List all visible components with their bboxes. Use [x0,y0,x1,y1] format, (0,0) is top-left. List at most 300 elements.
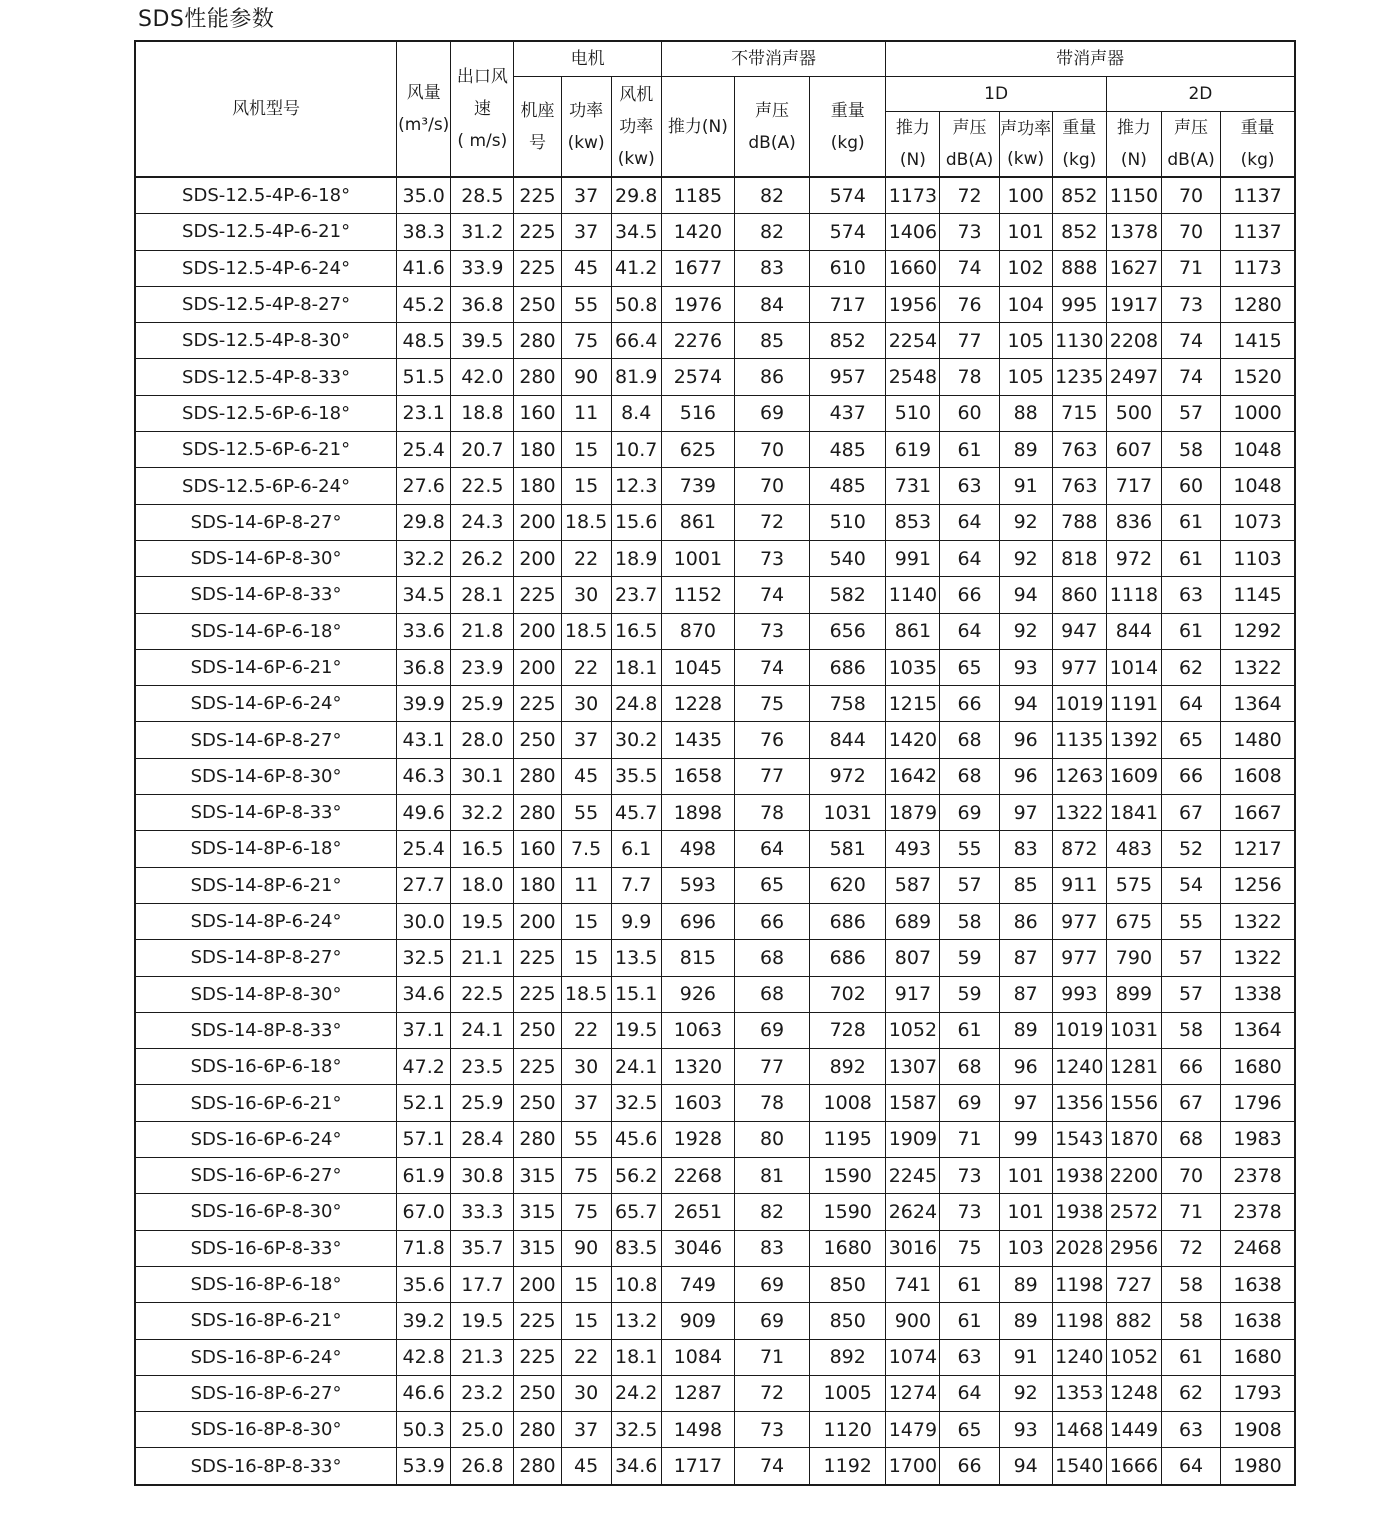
model-cell: SDS-14-8P-8-33° [135,1012,397,1048]
table-cell: 1019 [1052,686,1106,722]
table-cell: 54 [1161,867,1220,903]
header-no-silencer: 不带消声器 [661,41,886,77]
table-cell: 686 [810,649,886,685]
table-cell: 93 [999,649,1052,685]
table-cell: 35.0 [397,177,451,214]
table-cell: 1540 [1052,1448,1106,1485]
table-cell: 22.5 [451,468,514,504]
table-cell: 972 [1106,540,1161,576]
table-cell: 280 [514,1121,561,1157]
table-row [135,1121,1295,1157]
table-cell: 29.8 [397,504,451,540]
table-header [135,41,1295,177]
table-cell: 500 [1106,395,1161,431]
table-cell: 35.6 [397,1266,451,1302]
table-cell: 1938 [1052,1158,1106,1194]
header-2d-spl-unit: dB(A) [1167,150,1215,170]
table-cell: 1879 [886,795,940,831]
table-cell: 1338 [1221,976,1295,1012]
table-cell: 18.8 [451,395,514,431]
table-cell: 57 [940,867,999,903]
table-row [135,432,1295,468]
table-cell: 61 [940,1266,999,1302]
table-cell: 1415 [1221,323,1295,359]
table-cell: 1677 [661,250,734,286]
table-cell: 21.3 [451,1339,514,1375]
table-cell: 39.9 [397,686,451,722]
table-cell: 1052 [1106,1339,1161,1375]
header-1d-sound-power [999,112,1052,178]
table-cell: 34.6 [397,976,451,1012]
table-cell: 18.5 [561,613,611,649]
table-cell: 10.7 [611,432,661,468]
header-outlet-label: 出口风速 [456,67,508,119]
table-cell: 75 [561,323,611,359]
table-cell: 69 [734,1303,809,1339]
model-cell: SDS-12.5-6P-6-21° [135,432,397,468]
model-cell: SDS-14-8P-6-24° [135,903,397,939]
table-cell: 2624 [886,1194,940,1230]
table-cell: 57 [1161,940,1220,976]
table-cell: 315 [514,1194,561,1230]
table-cell: 45.7 [611,795,661,831]
table-cell: 1406 [886,214,940,250]
table-cell: 581 [810,831,886,867]
table-cell: 30 [561,577,611,613]
model-cell: SDS-16-6P-6-24° [135,1121,397,1157]
table-cell: 1031 [1106,1012,1161,1048]
table-cell: 92 [999,1375,1052,1411]
table-row [135,540,1295,576]
table-cell: 1215 [886,686,940,722]
table-cell: 3046 [661,1230,734,1266]
table-cell: 23.7 [611,577,661,613]
table-cell: 87 [999,976,1052,1012]
header-motor: 电机 [514,41,661,77]
header-spl [734,77,809,178]
table-cell: 1680 [810,1230,886,1266]
table-cell: 73 [940,1158,999,1194]
table-cell: 97 [999,795,1052,831]
table-cell: 32.2 [451,795,514,831]
header-flow-unit: (m³/s) [398,115,450,135]
table-cell: 88 [999,395,1052,431]
table-cell: 36.8 [451,286,514,322]
model-cell: SDS-16-6P-6-21° [135,1085,397,1121]
table-cell: 45.6 [611,1121,661,1157]
header-1d-spl-unit: dB(A) [945,150,994,170]
table-cell: 78 [734,795,809,831]
table-cell: 101 [999,1194,1052,1230]
table-row [135,177,1295,214]
table-cell: 101 [999,1158,1052,1194]
table-cell: 65 [940,1412,999,1448]
table-cell: 1364 [1221,686,1295,722]
table-cell: 101 [999,214,1052,250]
table-cell: 749 [661,1266,734,1302]
table-cell: 26.8 [451,1448,514,1485]
table-cell: 37 [561,1412,611,1448]
table-cell: 92 [999,613,1052,649]
table-cell: 21.8 [451,613,514,649]
table-cell: 94 [999,1448,1052,1485]
table-cell: 69 [940,795,999,831]
table-cell: 59 [940,976,999,1012]
table-cell: 1680 [1221,1339,1295,1375]
table-cell: 18.0 [451,867,514,903]
table-cell: 1520 [1221,359,1295,395]
table-cell: 23.2 [451,1375,514,1411]
model-cell: SDS-14-8P-8-27° [135,940,397,976]
table-cell: 788 [1052,504,1106,540]
table-cell: 61 [1161,540,1220,576]
table-row [135,976,1295,1012]
table-cell: 2497 [1106,359,1161,395]
table-cell: 99 [999,1121,1052,1157]
table-cell: 35.7 [451,1230,514,1266]
table-cell: 892 [810,1049,886,1085]
table-cell: 1556 [1106,1085,1161,1121]
table-cell: 72 [1161,1230,1220,1266]
table-cell: 75 [734,686,809,722]
table-cell: 75 [561,1158,611,1194]
table-cell: 18.1 [611,1339,661,1375]
table-cell: 73 [940,214,999,250]
table-cell: 280 [514,1412,561,1448]
table-row [135,1194,1295,1230]
table-cell: 65 [734,867,809,903]
table-cell: 68 [940,1049,999,1085]
table-cell: 607 [1106,432,1161,468]
table-cell: 64 [734,831,809,867]
table-cell: 18.5 [561,504,611,540]
table-cell: 1435 [661,722,734,758]
table-cell: 34.5 [397,577,451,613]
table-cell: 1173 [1221,250,1295,286]
table-cell: 85 [999,867,1052,903]
table-cell: 15.1 [611,976,661,1012]
table-cell: 899 [1106,976,1161,1012]
table-row [135,940,1295,976]
table-cell: 11 [561,395,611,431]
table-cell: 61.9 [397,1158,451,1194]
table-cell: 26.2 [451,540,514,576]
table-cell: 55 [561,795,611,831]
model-cell: SDS-12.5-4P-8-30° [135,323,397,359]
table-cell: 1608 [1221,758,1295,794]
table-cell: 675 [1106,903,1161,939]
table-cell: 250 [514,722,561,758]
table-cell: 71 [940,1121,999,1157]
table-cell: 815 [661,940,734,976]
table-cell: 200 [514,540,561,576]
table-cell: 1322 [1221,940,1295,976]
table-cell: 30.8 [451,1158,514,1194]
model-cell: SDS-14-6P-6-18° [135,613,397,649]
table-cell: 80 [734,1121,809,1157]
table-cell: 1150 [1106,177,1161,214]
table-cell: 89 [999,1266,1052,1302]
table-cell: 852 [810,323,886,359]
table-cell: 104 [999,286,1052,322]
table-cell: 1001 [661,540,734,576]
table-cell: 67 [1161,795,1220,831]
table-cell: 947 [1052,613,1106,649]
table-cell: 49.6 [397,795,451,831]
header-1d-thrust [886,112,940,178]
table-cell: 45 [561,758,611,794]
table-cell: 1048 [1221,468,1295,504]
table-cell: 64 [940,504,999,540]
table-cell: 32.5 [397,940,451,976]
table-row [135,1303,1295,1339]
table-row [135,359,1295,395]
table-row [135,1012,1295,1048]
table-cell: 2572 [1106,1194,1161,1230]
table-cell: 15 [561,903,611,939]
table-cell: 1908 [1221,1412,1295,1448]
table-cell: 2208 [1106,323,1161,359]
table-row [135,323,1295,359]
table-row [135,795,1295,831]
table-cell: 483 [1106,831,1161,867]
table-cell: 45.2 [397,286,451,322]
table-cell: 32.2 [397,540,451,576]
table-cell: 24.3 [451,504,514,540]
table-cell: 200 [514,649,561,685]
table-cell: 37 [561,722,611,758]
table-cell: 1378 [1106,214,1161,250]
table-cell: 1137 [1221,214,1295,250]
table-cell: 2268 [661,1158,734,1194]
table-cell: 19.5 [451,903,514,939]
table-row [135,831,1295,867]
table-cell: 510 [886,395,940,431]
table-cell: 625 [661,432,734,468]
table-cell: 30.2 [611,722,661,758]
table-cell: 250 [514,1375,561,1411]
table-cell: 870 [661,613,734,649]
table-cell: 74 [940,250,999,286]
table-row [135,1266,1295,1302]
table-row [135,1158,1295,1194]
table-cell: 686 [810,940,886,976]
table-cell: 1292 [1221,613,1295,649]
model-cell: SDS-14-8P-6-18° [135,831,397,867]
table-cell: 61 [1161,613,1220,649]
table-cell: 180 [514,468,561,504]
table-cell: 29.8 [611,177,661,214]
table-cell: 1287 [661,1375,734,1411]
table-cell: 593 [661,867,734,903]
table-cell: 861 [661,504,734,540]
table-cell: 21.1 [451,940,514,976]
table-cell: 70 [734,432,809,468]
table-row [135,395,1295,431]
table-cell: 225 [514,686,561,722]
table-cell: 1642 [886,758,940,794]
table-cell: 71 [1161,1194,1220,1230]
table-cell: 758 [810,686,886,722]
table-cell: 2378 [1221,1158,1295,1194]
table-cell: 872 [1052,831,1106,867]
table-cell: 1073 [1221,504,1295,540]
model-cell: SDS-16-8P-6-27° [135,1375,397,1411]
table-cell: 37 [561,177,611,214]
table-cell: 1717 [661,1448,734,1485]
table-cell: 739 [661,468,734,504]
model-cell: SDS-14-8P-6-21° [135,867,397,903]
table-cell: 1019 [1052,1012,1106,1048]
table-cell: 1976 [661,286,734,322]
table-cell: 180 [514,867,561,903]
table-cell: 67.0 [397,1194,451,1230]
table-cell: 1590 [810,1158,886,1194]
table-cell: 715 [1052,395,1106,431]
table-cell: 46.3 [397,758,451,794]
table-cell: 15 [561,468,611,504]
table-cell: 103 [999,1230,1052,1266]
table-cell: 160 [514,395,561,431]
table-cell: 540 [810,540,886,576]
table-cell: 1014 [1106,649,1161,685]
table-cell: 861 [886,613,940,649]
table-cell: 1320 [661,1049,734,1085]
table-cell: 741 [886,1266,940,1302]
table-cell: 59 [940,940,999,976]
table-cell: 1680 [1221,1049,1295,1085]
table-cell: 23.9 [451,649,514,685]
table-cell: 18.9 [611,540,661,576]
table-cell: 55 [561,286,611,322]
table-cell: 1118 [1106,577,1161,613]
table-cell: 64 [1161,1448,1220,1485]
table-cell: 280 [514,359,561,395]
table-cell: 1240 [1052,1339,1106,1375]
model-cell: SDS-14-6P-6-21° [135,649,397,685]
model-cell: SDS-12.5-4P-6-21° [135,214,397,250]
table-cell: 702 [810,976,886,1012]
table-cell: 1479 [886,1412,940,1448]
table-cell: 86 [734,359,809,395]
table-cell: 926 [661,976,734,1012]
table-row [135,686,1295,722]
table-row [135,286,1295,322]
table-cell: 60 [1161,468,1220,504]
table-cell: 25.0 [451,1412,514,1448]
table-row [135,1049,1295,1085]
table-cell: 18.5 [561,976,611,1012]
table-cell: 63 [940,468,999,504]
table-cell: 6.1 [611,831,661,867]
table-cell: 1353 [1052,1375,1106,1411]
table-cell: 1074 [886,1339,940,1375]
table-cell: 1005 [810,1375,886,1411]
table-cell: 20.7 [451,432,514,468]
table-cell: 1263 [1052,758,1106,794]
table-row [135,1375,1295,1411]
table-cell: 1280 [1221,286,1295,322]
table-cell: 71.8 [397,1230,451,1266]
header-frame: 机座号 [514,77,561,178]
table-cell: 70 [734,468,809,504]
table-cell: 102 [999,250,1052,286]
table-cell: 498 [661,831,734,867]
table-cell: 250 [514,1085,561,1121]
table-cell: 1240 [1052,1049,1106,1085]
table-cell: 225 [514,1303,561,1339]
table-cell: 96 [999,1049,1052,1085]
table-cell: 72 [734,1375,809,1411]
table-cell: 39.2 [397,1303,451,1339]
table-cell: 900 [886,1303,940,1339]
table-row [135,1339,1295,1375]
table-cell: 30.1 [451,758,514,794]
table-cell: 763 [1052,468,1106,504]
table-cell: 37.1 [397,1012,451,1048]
table-cell: 1468 [1052,1412,1106,1448]
table-cell: 1198 [1052,1303,1106,1339]
model-cell: SDS-14-6P-6-24° [135,686,397,722]
table-cell: 2028 [1052,1230,1106,1266]
table-cell: 516 [661,395,734,431]
table-cell: 10.8 [611,1266,661,1302]
header-thrust-n: 推力(N) [661,77,734,178]
table-cell: 83 [999,831,1052,867]
table-cell: 844 [810,722,886,758]
table-cell: 225 [514,177,561,214]
table-cell: 1700 [886,1448,940,1485]
table-cell: 41.2 [611,250,661,286]
table-cell: 1045 [661,649,734,685]
table-cell: 57.1 [397,1121,451,1157]
table-cell: 67 [1161,1085,1220,1121]
table-cell: 63 [1161,577,1220,613]
table-cell: 2276 [661,323,734,359]
table-cell: 57 [1161,976,1220,1012]
header-fan-power [611,77,661,178]
table-cell: 100 [999,177,1052,214]
table-cell: 43.1 [397,722,451,758]
table-cell: 2378 [1221,1194,1295,1230]
table-cell: 90 [561,1230,611,1266]
table-cell: 86 [999,903,1052,939]
table-cell: 12.3 [611,468,661,504]
table-cell: 315 [514,1230,561,1266]
table-cell: 1870 [1106,1121,1161,1157]
table-row [135,1448,1295,1485]
table-cell: 3016 [886,1230,940,1266]
table-cell: 82 [734,1194,809,1230]
table-cell: 83 [734,250,809,286]
table-cell: 33.3 [451,1194,514,1230]
header-1d-sound-power-label: 声功率 [1000,119,1052,139]
model-cell: SDS-12.5-4P-6-18° [135,177,397,214]
table-cell: 850 [810,1266,886,1302]
header-1d-thrust-label: 推力 [895,118,930,138]
table-cell: 22 [561,649,611,685]
table-cell: 97 [999,1085,1052,1121]
table-cell: 850 [810,1303,886,1339]
table-cell: 58 [940,903,999,939]
table-row [135,903,1295,939]
table-cell: 1543 [1052,1121,1106,1157]
table-cell: 65.7 [611,1194,661,1230]
table-cell: 63 [940,1339,999,1375]
table-cell: 37 [561,1085,611,1121]
table-cell: 91 [999,1339,1052,1375]
table-cell: 225 [514,250,561,286]
